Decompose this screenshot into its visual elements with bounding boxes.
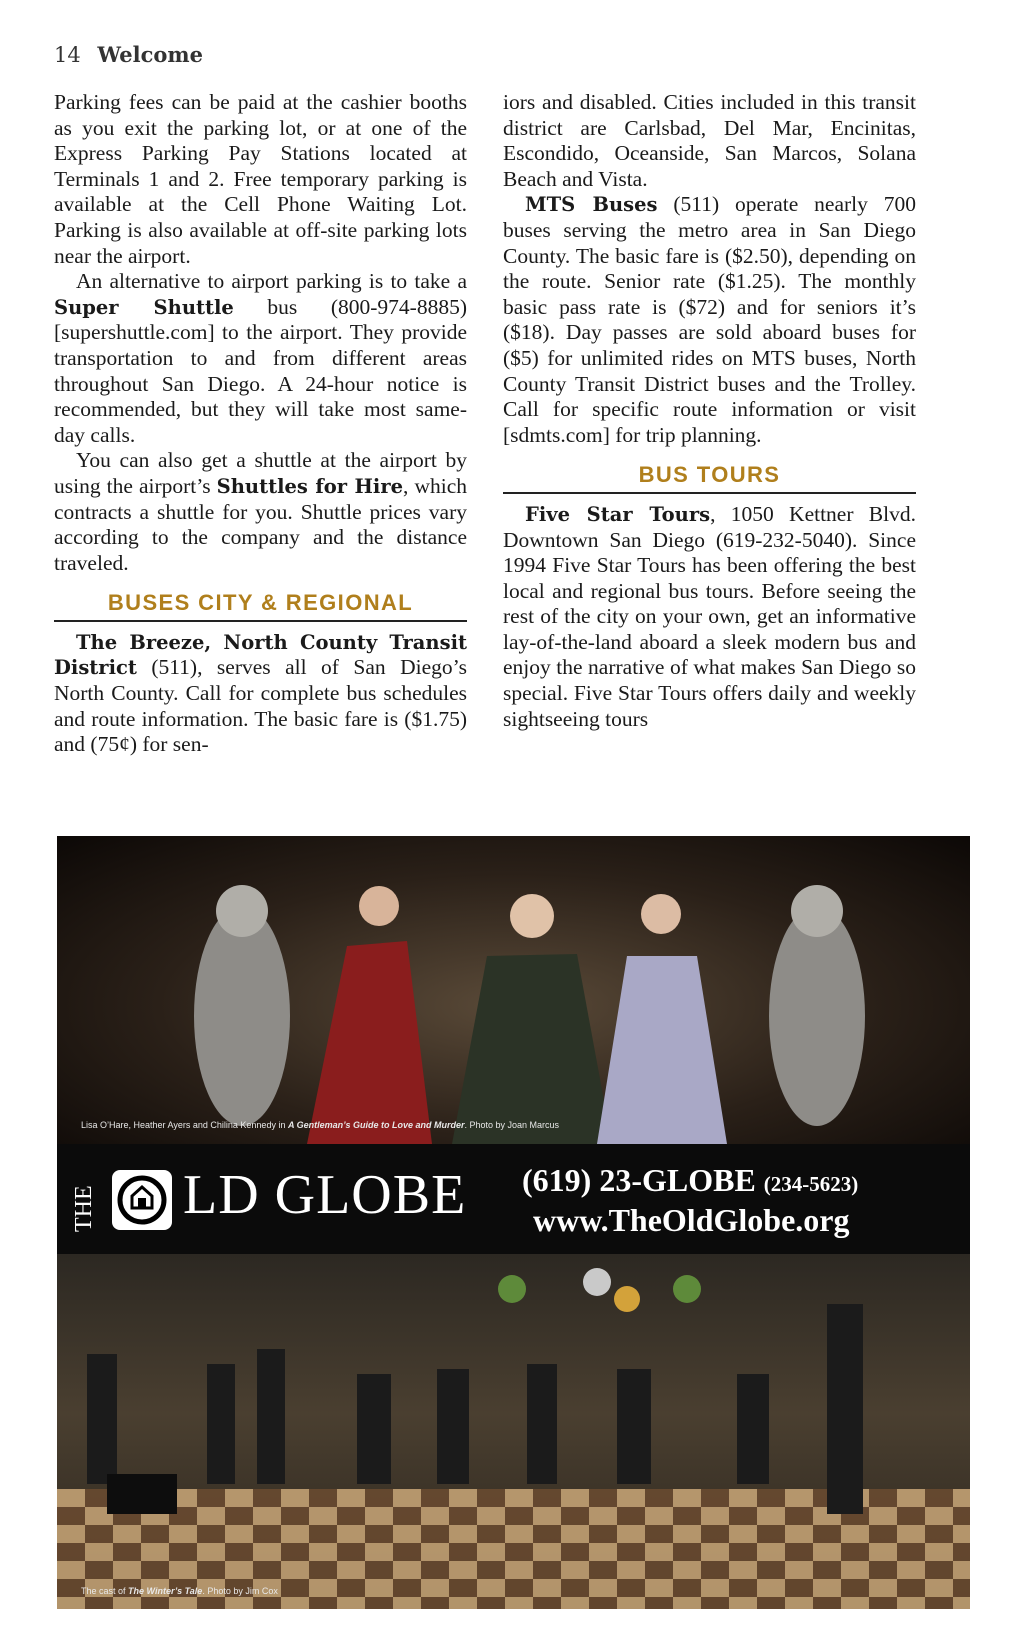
website-link[interactable]: www.TheOldGlobe.org	[533, 1202, 850, 1238]
page-number: 14	[54, 43, 81, 67]
old-globe-name: LD GLOBE	[183, 1164, 467, 1226]
page-header	[54, 42, 203, 67]
theater-photo-top	[57, 836, 970, 1144]
the-breeze-name: The Breeze, North County Transit District	[54, 630, 467, 680]
theater-photo-bottom	[57, 1254, 970, 1609]
paragraph-cities: iors and disabled. Cities included in this transit district are Carlsbad, Del Mar, Encinitas, Escondido, Oceanside, San Marcos, Solana Beach and Vista.	[503, 90, 916, 191]
shuttles-for-hire-name: Shuttles for Hire	[216, 474, 404, 498]
heading-bus-tours: BUS TOURS	[503, 452, 916, 494]
photo-caption-top: Lisa O’Hare, Heather Ayers and Chilina Kennedy in A Gentleman’s Guide to Love and Murder. Photo by Joan Marcus	[81, 1120, 560, 1130]
paragraph-super-shuttle: An alternative to airport parking is to take a Super Shuttle bus (800-974-8885) [supershuttle.com] to the airport. They provide transportation to and from different areas throughout San Diego. A 24-hour notice is recommended, but they will take most same-day calls.	[54, 269, 467, 447]
right-column	[503, 90, 916, 732]
old-globe-logo-icon	[112, 1170, 172, 1230]
photo-caption-bottom: The cast of The Winter’s Tale. Photo by Jim Cox	[81, 1586, 278, 1596]
cast-figures-illustration	[57, 1254, 970, 1609]
box-office-phone: (619) 23-GLOBE (234-5623)	[522, 1162, 859, 1198]
super-shuttle-name: Super Shuttle	[54, 295, 234, 319]
old-globe-advertisement[interactable]	[57, 836, 970, 1609]
stage-figures-illustration	[57, 836, 970, 1144]
old-globe-banner	[57, 1144, 970, 1254]
section-title: Welcome	[97, 42, 204, 67]
paragraph-the-breeze: The Breeze, North County Transit District (511), serves all of San Diego’s North County. Call for complete bus schedules and route information. The basic fare is ($1.75) and (75¢) for sen-	[54, 630, 467, 757]
paragraph-shuttles-for-hire: You can also get a shuttle at the airport by using the airport’s Shuttles for Hire, which contracts a shuttle for you. Shuttle prices vary according to the company and the distance traveled.	[54, 448, 467, 575]
the-wordmark	[71, 1164, 97, 1238]
left-column	[54, 90, 467, 758]
paragraph-mts-buses: MTS Buses (511) operate nearly 700 buses serving the metro area in San Diego County. The basic fare is ($2.50), depending on the route. Senior rate ($1.25). The monthly basic pass rate is ($72) and for seniors it’s ($18). Day passes are sold aboard buses for ($5) for unlimited rides on MTS buses, North County Transit District buses and the Trolley. Call for specific route information or visit [sdmts.com] for trip planning.	[503, 192, 916, 447]
paragraph-five-star-tours: Five Star Tours, 1050 Kettner Blvd. Downtown San Diego (619-232-5040). Since 1994 Five Star Tours has been offering the best local and regional bus tours. Before seeing the rest of the city on your own, get an informative lay-of-the-land aboard a sleek modern bus and enjoy the narrative of what makes San Diego so special. Five Star Tours offers daily and weekly sightseeing tours	[503, 501, 916, 731]
paragraph-parking-fees: Parking fees can be paid at the cashier booths as you exit the parking lot, or at one of the Express Parking Pay Stations located at Terminals 1 and 2. Free temporary parking is available at the Cell Phone Waiting Lot. Parking is also available at off-site parking lots near the airport.	[54, 90, 467, 268]
five-star-tours-name: Five Star Tours	[525, 502, 711, 526]
mts-buses-name: MTS Buses	[525, 193, 658, 217]
svg-text:THE: THE	[71, 1185, 97, 1232]
heading-buses-city-regional: BUSES CITY & REGIONAL	[54, 580, 467, 622]
